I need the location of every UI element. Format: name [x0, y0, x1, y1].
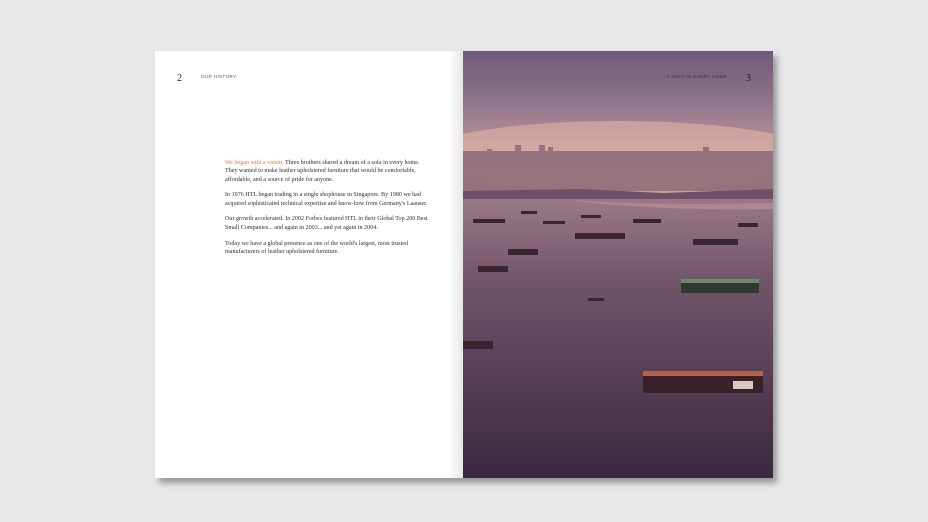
history-body-text: [225, 159, 430, 264]
paragraph-2: In 1976 HTL began trading in a single shophouse in Singapore. By 1980 we had acquired sophisticated technical expertise and know-how from Germany's Laauser.: [225, 192, 428, 207]
right-page: [463, 51, 773, 478]
running-head-right: A SOFA IN EVERY HOME: [666, 74, 727, 79]
harbour-photo: [463, 51, 773, 478]
city-skyline: [463, 145, 773, 191]
paragraph-4: Today we have a global presence as one of the world's largest, most trusted manufacturers of leather upholstered furniture.: [225, 240, 408, 255]
page-number-left: 2: [177, 73, 182, 84]
page-number-right: 3: [746, 73, 751, 84]
left-page: [155, 51, 463, 478]
lead-phrase: We began with a vision.: [225, 160, 284, 166]
paragraph-3: Our growth accelerated. In 2002 Forbes featured HTL in their Global Top 200 Best Small Companies... and again in 2003... and yet again in 2004.: [225, 216, 428, 231]
running-head-left: OUR HISTORY: [201, 74, 237, 79]
gutter-shadow: [449, 51, 463, 478]
book-spread: [155, 51, 773, 478]
paragraph-1: We began with a vision. Three brothers shared a dream of a sofa in every home. They wanted to make leather upholstered furniture that would be comfortable, affordable, and a source of pride for anyone.: [225, 160, 420, 183]
